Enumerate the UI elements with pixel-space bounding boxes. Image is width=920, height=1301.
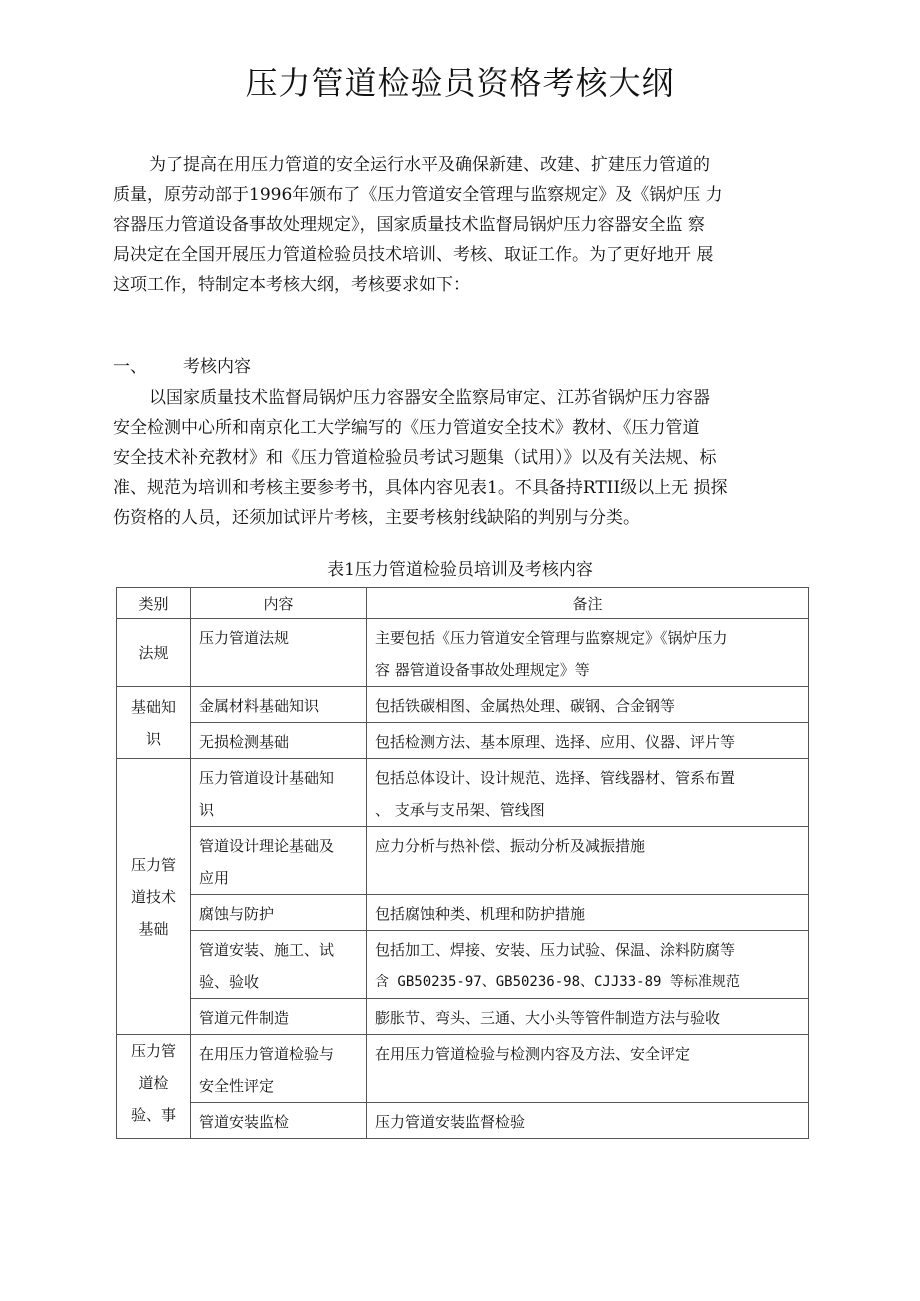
table-header-row [117, 588, 809, 619]
table-row [117, 619, 809, 687]
section-number: 一、 [113, 357, 147, 377]
note-cell [367, 827, 809, 895]
intro-line: 质量，原劳动部于1996年颁布了《压力管道安全管理与监察规定》及《锅炉压 力 [113, 185, 723, 205]
content-line: 金属材料基础知识 [199, 697, 320, 715]
note-cell [367, 619, 809, 687]
content-cell [191, 687, 367, 723]
content-line: 管道安装监检 [199, 1113, 290, 1131]
section-line: 安全技术补充教材》和《压力管道检验员考试习题集（试用）》以及有关法规、标 [113, 448, 717, 468]
content-line: 压力管道法规 [199, 629, 290, 647]
category-line: 识 [145, 729, 161, 748]
note-line: 包括检测方法、基本原理、选择、应用、仪器、评片等 [375, 733, 736, 751]
category-line: 道技术 [130, 887, 176, 906]
content-cell [191, 931, 367, 999]
note-line: 包括总体设计、设计规范、选择、管线器材、管系布置 [375, 769, 736, 787]
table-row [117, 1103, 809, 1139]
content-line: 无损检测基础 [199, 733, 290, 751]
section-line: 以国家质量技术监督局锅炉压力容器安全监察局审定、江苏省锅炉压力容器 [149, 388, 710, 408]
category-line: 压力管 [130, 855, 176, 874]
note-cell [367, 1035, 809, 1103]
note-cell [367, 687, 809, 723]
curriculum-table [116, 587, 809, 1139]
category-line: 道检 [138, 1074, 169, 1092]
table-row [117, 687, 809, 723]
note-line: 容 器管道设备事故处理规定》等 [375, 661, 590, 679]
header-category: 类别 [117, 588, 191, 619]
content-line: 压力管道设计基础知 [199, 769, 335, 787]
note-line: 膨胀节、弯头、三通、大小头等管件制造方法与验收 [375, 1009, 721, 1027]
section-line: 准、规范为培训和考核主要参考书，具体内容见表1。不具备持RTII级以上无 损探 [113, 478, 728, 498]
table-row [117, 827, 809, 895]
content-cell [191, 723, 367, 759]
note-line: 在用压力管道检验与检测内容及方法、安全评定 [375, 1045, 691, 1063]
content-cell [191, 895, 367, 931]
category-cell [117, 1035, 191, 1139]
table-row [117, 759, 809, 827]
category-line: 基础 [138, 919, 169, 938]
header-note: 备注 [367, 588, 809, 619]
table-row [117, 723, 809, 759]
note-cell [367, 999, 809, 1035]
category-line: 法规 [138, 643, 169, 662]
content-cell [191, 759, 367, 827]
note-cell [367, 931, 809, 999]
intro-line: 为了提高在用压力管道的安全运行水平及确保新建、改建、扩建压力管道的 [149, 155, 710, 175]
table-caption: 表1压力管道检验员培训及考核内容 [327, 560, 593, 580]
category-cell [117, 687, 191, 759]
note-line: 、 支承与支吊架、管线图 [375, 801, 545, 819]
note-line: 含 GB50235-97、GB50236-98、CJJ33-89 等标准规范 [375, 974, 740, 990]
content-line: 应用 [199, 869, 230, 887]
content-line: 管道设计理论基础及 [199, 837, 335, 855]
section-title: 考核内容 [183, 357, 251, 377]
category-line: 验、事 [130, 1106, 176, 1124]
table-row [117, 1035, 809, 1103]
content-line: 识 [199, 801, 215, 819]
intro-line: 容器压力管道设备事故处理规定》，国家质量技术监督局锅炉压力容器安全监 察 [113, 215, 705, 235]
note-line: 包括加工、焊接、安装、压力试验、保温、涂料防腐等 [375, 941, 736, 959]
table-row [117, 931, 809, 999]
content-line: 在用压力管道检验与 [199, 1045, 335, 1063]
note-line: 包括腐蚀种类、机理和防护措施 [375, 905, 586, 923]
note-cell [367, 1103, 809, 1139]
note-line: 应力分析与热补偿、振动分析及减振措施 [375, 837, 646, 855]
content-cell [191, 827, 367, 895]
section-line: 安全检测中心所和南京化工大学编写的《压力管道安全技术》教材、《压力管道 [113, 418, 700, 438]
section-heading [113, 352, 251, 382]
section-line: 伤资格的人员，还须加试评片考核，主要考核射线缺陷的判别与分类。 [113, 508, 640, 528]
category-cell [117, 759, 191, 1035]
table-row [117, 999, 809, 1035]
content-cell [191, 1035, 367, 1103]
note-cell [367, 895, 809, 931]
content-cell [191, 619, 367, 687]
content-cell [191, 999, 367, 1035]
content-line: 管道安装、施工、试 [199, 941, 335, 959]
note-line: 压力管道安装监督检验 [375, 1113, 526, 1131]
note-line: 主要包括《压力管道安全管理与监察规定》《锅炉压力 [375, 629, 728, 647]
note-line: 包括铁碳相图、金属热处理、碳钢、合金钢等 [375, 697, 676, 715]
content-line: 管道元件制造 [199, 1009, 290, 1027]
section-paragraph [113, 383, 813, 533]
content-line: 验、验收 [199, 973, 260, 991]
intro-line: 这项工作，特制定本考核大纲，考核要求如下： [113, 275, 470, 295]
note-cell [367, 723, 809, 759]
page-title: 压力管道检验员资格考核大纲 [245, 64, 675, 102]
content-line: 腐蚀与防护 [199, 905, 275, 923]
intro-line: 局决定在全国开展压力管道检验员技术培训、考核、取证工作。为了更好地开 展 [113, 245, 714, 265]
intro-paragraph [113, 150, 813, 300]
category-cell [117, 619, 191, 687]
table-row [117, 895, 809, 931]
category-line: 基础知 [130, 697, 176, 716]
header-content: 内容 [191, 588, 367, 619]
category-line: 压力管 [130, 1042, 176, 1060]
note-cell [367, 759, 809, 827]
content-line: 安全性评定 [199, 1077, 275, 1095]
content-cell [191, 1103, 367, 1139]
